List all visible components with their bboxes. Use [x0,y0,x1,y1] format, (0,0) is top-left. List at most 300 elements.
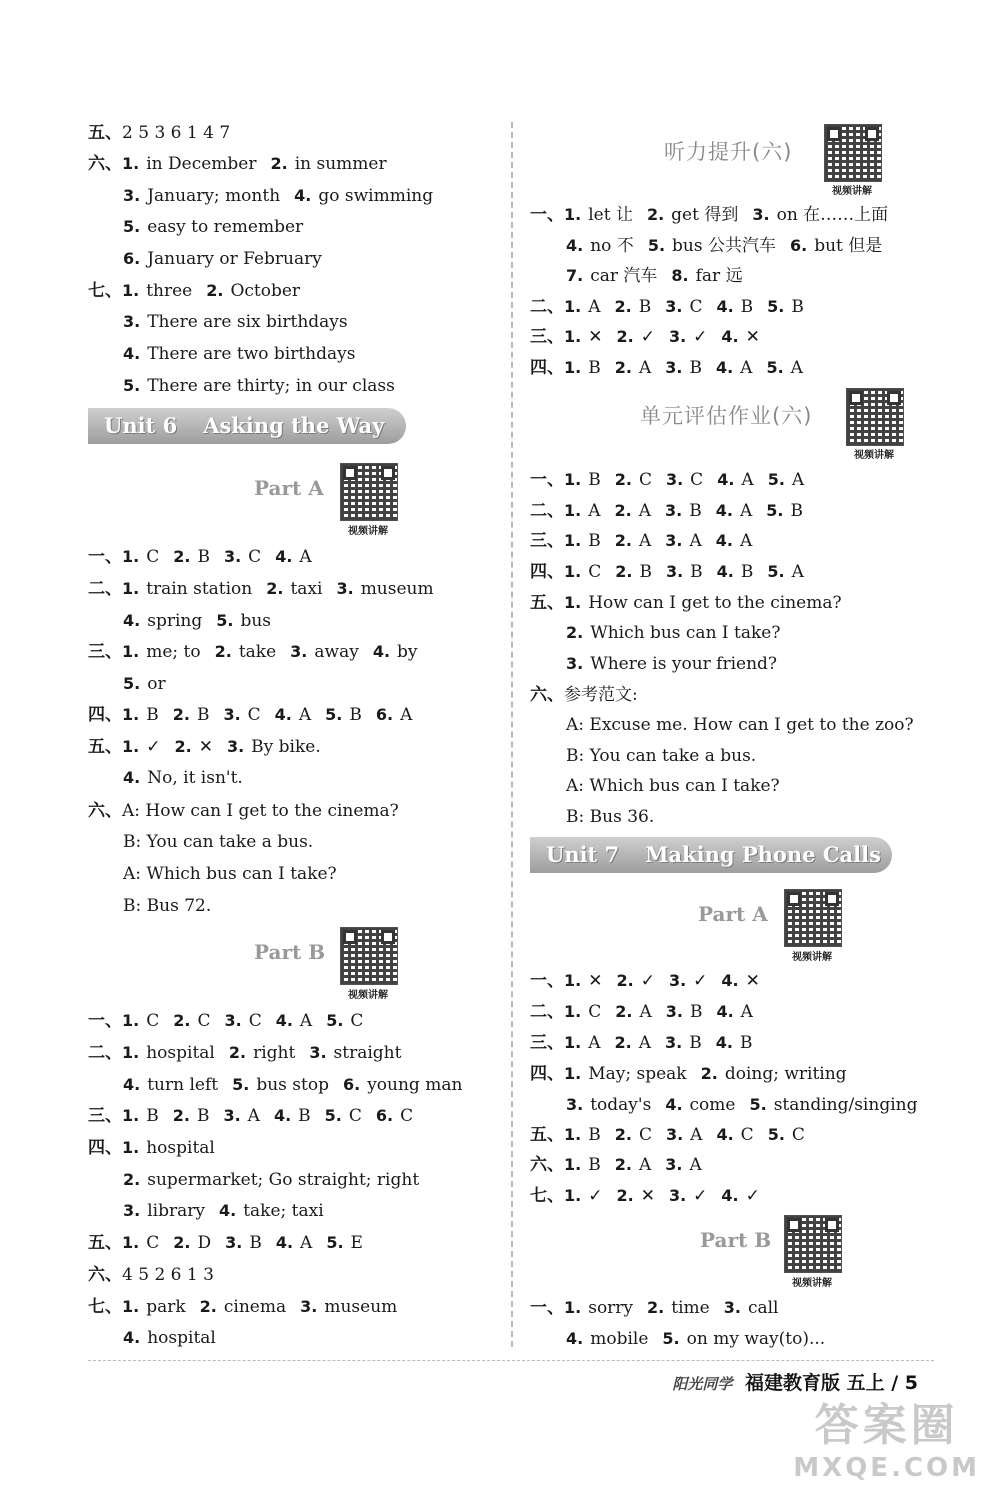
watermark-url: MXQE.COM [793,1453,980,1483]
item-number: 4. [294,186,312,205]
answer-line [566,265,757,287]
item-number: 3. [290,642,308,661]
answer-line [123,767,257,789]
item-number: 1. [122,579,140,598]
item-answer: January; month [147,186,281,206]
item-number: 2. [173,1011,191,1030]
item-number: 2. [616,327,634,346]
item-answer: ✓ [693,971,708,991]
item-number: 4. [721,1186,739,1205]
answer-line [530,684,638,706]
answer-line [530,1124,819,1146]
answer-line [88,736,335,758]
item-answer: cinema [223,1297,287,1317]
section-marker: 五、 [88,123,122,143]
item-number: 3. [752,205,770,224]
section-marker: 六、 [530,1155,564,1175]
item-number: 5. [766,358,784,377]
item-number: 4. [715,358,734,377]
part-a-heading: Part A [698,902,768,926]
item-answer: bus stop [256,1075,329,1095]
item-number: 2. [174,737,192,756]
answer-line [530,970,774,992]
item-number: 5. [326,1233,344,1252]
item-answer: turn left [147,1075,219,1095]
item-number: 3. [665,531,683,550]
item-answer: A [740,358,753,378]
item-answer: car 汽车 [590,266,658,286]
answer-line [123,185,447,207]
item-number: 2. [615,1002,633,1021]
item-answer: but 但是 [814,236,883,256]
item-answer: hospital [146,1138,215,1158]
answer-line [530,1297,792,1319]
item-answer: call [747,1298,779,1318]
item-answer: mobile [590,1329,649,1349]
item-number: 1. [564,1186,582,1205]
item-number: 3. [566,1095,584,1114]
item-answer: C [791,1125,805,1145]
qr-caption: 视频讲解 [792,952,832,963]
answer-line [123,831,313,853]
item-answer: C [690,470,704,490]
item-number: 1. [564,470,582,489]
item-number: 4. [715,531,733,550]
item-number: 5. [216,611,234,630]
item-answer: B [196,1106,210,1126]
answer-line [88,122,230,144]
item-answer: B [588,1125,601,1145]
item-number: 4. [717,470,735,489]
item-number: 6. [375,705,394,724]
item-number: 2. [172,1106,190,1125]
item-number: 5. [325,705,343,724]
qr-caption: 视频讲解 [854,450,894,461]
answer-line [530,1032,766,1054]
item-number: 3. [566,654,584,673]
item-number: 5. [766,501,784,520]
item-answer: B [791,297,804,317]
answer-line [88,578,448,600]
unit6-title: Asking the Way [203,413,385,438]
item-answer: A [247,1106,260,1126]
item-answer: B [790,501,803,521]
answer-text: A: Which bus can I take? [566,776,780,796]
section-marker: 五、 [88,737,122,757]
item-number: 5. [123,674,141,693]
item-number: 2. [614,470,632,489]
item-answer: C [248,1011,262,1031]
item-answer: right [253,1043,296,1063]
item-number: 6. [342,1075,361,1094]
item-number: 1. [122,1043,140,1062]
item-answer: A [690,1125,703,1145]
item-answer: on 在……上面 [776,205,889,225]
item-number: 4. [273,1106,292,1125]
item-answer: B [298,1106,311,1126]
answer-line [123,863,337,885]
item-number: 4. [123,344,141,363]
item-answer: park [146,1297,186,1317]
section-marker: 七、 [88,281,122,301]
section-marker: 七、 [530,1186,564,1206]
item-answer: sorry [588,1298,634,1318]
item-number: 6. [375,1106,394,1125]
item-answer: ✕ [198,737,213,757]
answer-line [88,1137,229,1159]
item-number: 1. [564,501,582,520]
item-answer: How can I get to the cinema? [588,593,842,613]
item-answer: ✓ [745,1186,760,1206]
item-number: 1. [564,1125,582,1144]
section-marker: 一、 [530,1298,564,1318]
answer-line [530,1154,716,1176]
qr-caption: 视频讲解 [348,526,388,537]
item-number: 1. [122,1233,140,1252]
answer-line [566,235,896,257]
item-number: 3. [665,1125,684,1144]
item-answer: January or February [147,249,322,269]
item-answer: A [400,705,413,725]
item-number: 2. [616,971,634,990]
item-answer: A [790,358,803,378]
item-answer: away [314,642,359,662]
section-marker: 六、 [88,1265,122,1285]
item-number: 2. [173,547,191,566]
item-answer: young man [367,1075,463,1095]
item-number: 1. [122,737,140,756]
answer-line [123,1327,230,1349]
item-number: 5. [767,562,785,581]
item-number: 3. [226,737,245,756]
item-answer: B [588,358,601,378]
answer-text: 2 5 3 6 1 4 7 [122,123,231,143]
answer-line [530,296,818,318]
item-answer: C [638,470,652,490]
item-answer: take; taxi [243,1201,324,1221]
item-answer: C [247,705,261,725]
item-answer: ✕ [640,1186,655,1206]
item-number: 3. [665,501,683,520]
answer-text: A: Excuse me. How can I get to the zoo? [566,715,914,735]
item-number: 3. [665,1155,683,1174]
item-number: 3. [123,312,141,331]
item-number: 3. [223,705,241,724]
item-answer: By bike. [251,737,321,757]
item-answer: B [197,547,210,567]
item-answer: A [739,501,753,521]
item-number: 2. [614,297,632,316]
item-answer: go swimming [318,186,434,206]
item-answer: A [588,1033,601,1053]
section-marker: 三、 [88,642,122,662]
answer-text: A: How can I get to the cinema? [122,801,399,821]
section-marker: 一、 [88,547,122,567]
item-number: 8. [671,266,689,285]
item-answer: A [741,470,754,490]
item-number: 1. [564,1298,582,1317]
item-answer: A [299,547,312,567]
answer-line [123,311,362,333]
item-answer: B [740,297,754,317]
qr-caption: 视频讲解 [348,990,388,1001]
item-answer: take [238,642,277,662]
item-number: 2. [647,1298,665,1317]
item-number: 2. [228,1043,247,1062]
item-number: 5. [326,1011,344,1030]
item-answer: me; to [146,642,201,662]
item-answer: C [350,1011,364,1031]
item-number: 5. [767,297,785,316]
item-answer: supermarket; Go straight; right [147,1170,420,1190]
item-number: 1. [122,281,140,300]
item-answer: C [248,547,262,567]
column-divider [511,122,513,1347]
item-answer: by [397,642,418,662]
section-marker: 一、 [530,971,564,991]
item-number: 3. [668,327,687,346]
section-marker: 四、 [530,358,564,378]
answer-line [88,1264,214,1286]
item-number: 1. [564,1002,582,1021]
section-marker: 一、 [88,1011,122,1031]
section-marker: 五、 [530,593,564,613]
answer-line [88,1232,377,1254]
unit6-banner [88,408,406,444]
item-answer: C [146,1011,160,1031]
item-number: 3. [309,1043,327,1062]
footer-divider [88,1360,934,1361]
section-marker: 三、 [88,1106,122,1126]
item-number: 4. [715,1033,733,1052]
item-number: 1. [122,705,140,724]
item-number: 1. [564,593,582,612]
section-marker: 六、 [88,801,122,821]
item-answer: no 不 [590,236,634,256]
section-marker: 二、 [88,579,122,599]
part-a-heading: Part A [254,476,324,500]
item-number: 1. [564,1033,582,1052]
item-number: 5. [662,1329,680,1348]
item-number: 3. [223,547,242,566]
item-number: 4. [665,1095,683,1114]
item-number: 3. [300,1297,318,1316]
unit7-number: Unit 7 [546,842,620,867]
item-answer: museum [324,1297,398,1317]
section-marker: 一、 [530,205,564,225]
item-number: 1. [122,1138,140,1157]
item-number: 5. [767,1125,785,1144]
unit6-number: Unit 6 [104,413,178,438]
answer-line [530,561,818,583]
item-answer: B [588,470,601,490]
item-answer: hospital [146,1043,215,1063]
answer-line [123,895,211,917]
item-answer: doing; writing [724,1064,847,1084]
item-answer: A [638,531,652,551]
item-answer: A [298,705,312,725]
item-number: 5. [324,1106,342,1125]
item-number: 2. [614,1033,632,1052]
answer-text: 4 5 2 6 1 3 [122,1265,214,1285]
section-marker: 二、 [88,1043,122,1063]
item-number: 4. [275,547,293,566]
item-number: 3. [224,1011,242,1030]
answer-line [530,1185,774,1207]
item-answer: C [146,547,160,567]
item-answer: A [300,1233,313,1253]
item-number: 3. [123,1201,141,1220]
item-number: 2. [270,154,288,173]
answer-line [88,280,314,302]
item-number: 4. [566,236,584,255]
item-answer: A [739,531,753,551]
item-answer: B [689,501,702,521]
item-number: 1. [564,297,582,316]
section-marker: 四、 [530,1064,564,1084]
item-number: 1. [564,205,582,224]
item-answer: hospital [147,1328,216,1348]
item-answer: C [740,1125,754,1145]
section-marker: 七、 [88,1297,122,1317]
item-number: 2. [614,531,632,550]
answer-line [566,653,791,675]
item-number: 4. [275,1011,293,1030]
item-number: 1. [564,1155,582,1174]
item-answer: B [249,1233,262,1253]
item-answer: ✓ [146,737,161,757]
item-number: 4. [715,501,733,520]
item-answer: B [349,705,362,725]
item-answer: October [230,281,301,301]
item-number: 2. [614,501,632,520]
listening-heading: 听力提升(六) [664,140,793,164]
answer-text: A: Which bus can I take? [123,864,337,884]
item-answer: bus 公共汽车 [672,236,776,256]
item-number: 1. [122,642,140,661]
item-number: 4. [275,1233,294,1252]
item-answer: There are thirty; in our class [147,376,395,396]
answer-line [88,800,399,822]
answer-line [88,1010,377,1032]
item-number: 5. [647,236,666,255]
qr-code-icon [340,463,398,521]
item-answer: B [146,705,159,725]
answer-line [566,775,780,797]
section-marker: 二、 [530,501,564,521]
part-b-heading: Part B [254,940,326,964]
item-number: 3. [665,470,684,489]
item-number: 3. [668,1186,687,1205]
item-answer: A [639,1002,652,1022]
answer-line [88,641,432,663]
item-answer: There are six birthdays [147,312,348,332]
item-number: 5. [123,217,141,236]
item-answer: A [638,1033,651,1053]
section-marker: 六、 [530,685,564,705]
item-number: 2. [566,623,584,642]
item-number: 2. [646,205,665,224]
section-marker: 五、 [88,1233,122,1253]
section-marker: 二、 [530,1002,564,1022]
item-answer: let 让 [588,205,633,225]
item-answer: Which bus can I take? [590,623,781,643]
answer-line [530,326,774,348]
qr-code-icon [846,388,904,446]
item-number: 2. [173,1233,191,1252]
qr-caption: 视频讲解 [792,1278,832,1289]
item-number: 4. [716,1002,734,1021]
item-answer: C [197,1011,211,1031]
answer-line [530,530,766,552]
item-answer: in summer [294,154,387,174]
item-answer: ✓ [693,327,708,347]
item-number: 5. [749,1095,767,1114]
answer-line [530,469,818,491]
item-number: 2. [615,562,633,581]
item-number: 1. [564,1064,582,1083]
qr-code-icon [784,889,842,947]
item-answer: spring [147,611,203,631]
item-number: 1. [122,1106,140,1125]
section-marker: 六、 [88,154,122,174]
section-marker: 一、 [530,470,564,490]
item-number: 2. [123,1170,141,1189]
item-answer: B [588,1155,601,1175]
item-number: 1. [564,562,582,581]
item-answer: taxi [290,579,323,599]
answer-line [123,343,369,365]
item-number: 1. [122,1011,140,1030]
item-number: 2. [614,358,632,377]
answer-line [88,1105,427,1127]
answer-line [88,1042,415,1064]
site-watermark [793,1389,980,1483]
answer-line [566,1094,931,1116]
item-answer: ✕ [588,971,603,991]
item-number: 1. [122,547,140,566]
item-answer: easy to remember [147,217,304,237]
item-answer: A [740,1002,753,1022]
item-answer: B [588,531,601,551]
item-number: 4. [721,327,739,346]
item-number: 2. [214,642,232,661]
item-answer: A [638,1155,652,1175]
answer-line [123,610,285,632]
item-answer: D [197,1233,212,1253]
part-b-heading: Part B [700,1228,772,1252]
item-answer: time [671,1298,710,1318]
item-answer: come [689,1095,736,1115]
item-number: 4. [218,1201,237,1220]
section-marker: 三、 [530,1033,564,1053]
item-answer: C [588,562,602,582]
item-number: 6. [790,236,808,255]
item-number: 3. [225,1233,243,1252]
item-number: 3. [723,1298,741,1317]
item-answer: C [689,297,703,317]
item-answer: A [588,297,601,317]
item-number: 4. [716,297,734,316]
item-answer: A [638,358,652,378]
item-answer: get 得到 [671,205,739,225]
item-answer: A [791,470,805,490]
item-number: 3. [665,562,684,581]
item-number: 4. [716,562,734,581]
answer-line [530,1063,861,1085]
answer-line [566,1328,839,1350]
section-marker: 二、 [530,297,564,317]
